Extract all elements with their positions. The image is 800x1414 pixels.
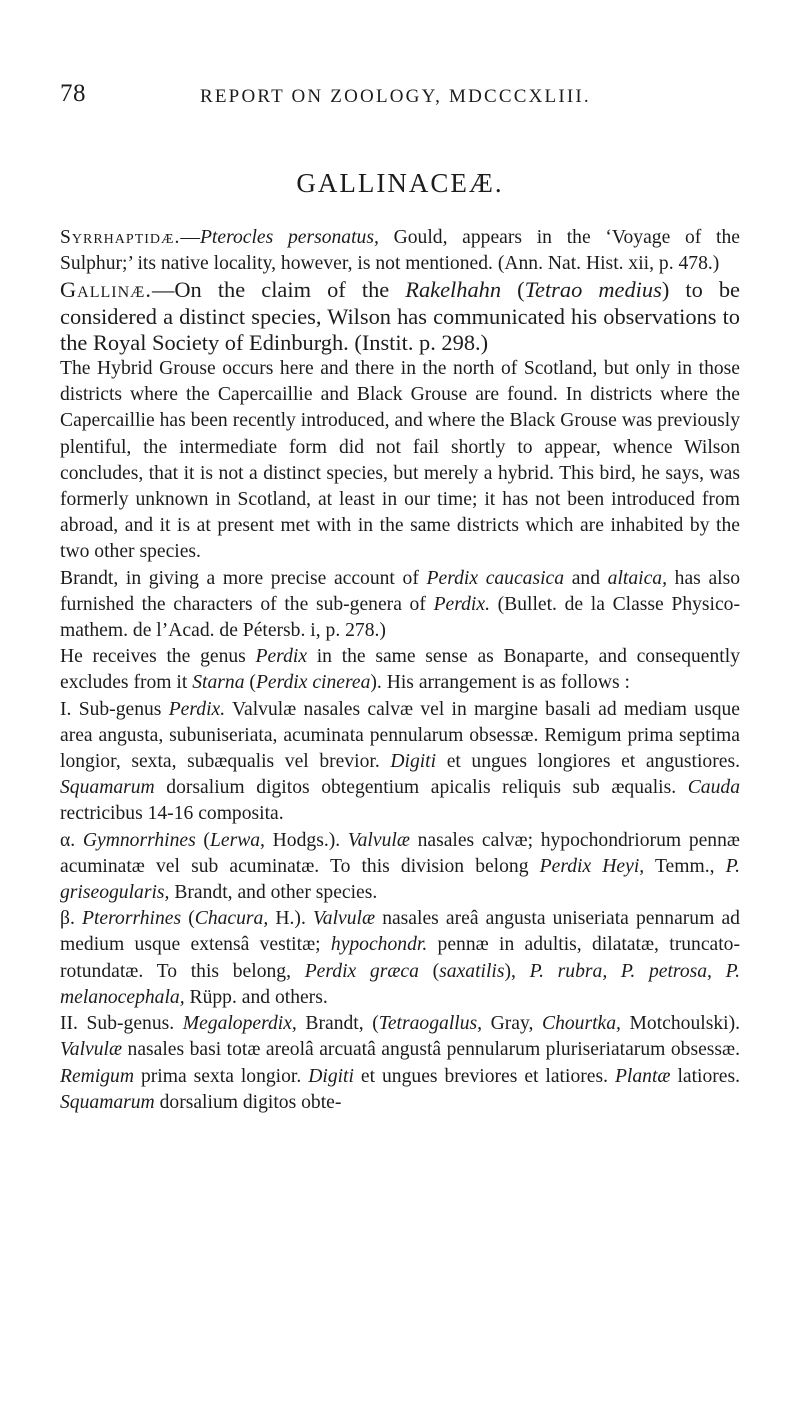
paragraph-gallinae: Gallinæ.—On the claim of the Rakelhahn (Tetrao medius) to be considered a distinct species, Wilson has communicated his observations to the Royal Society of Edinburgh. (Instit. p. 298.): [60, 277, 740, 355]
section-heading: GALLINACEÆ.: [296, 168, 504, 198]
paragraph-megaloperdix: II. Sub-genus. Megaloperdix, Brandt, (Tetraogallus, Gray, Chourtka, Motchoulski). Valvulæ nasales basi totæ areolâ arcuatâ angustâ pennularum pluriseriatarum obsessæ. Remigum prima sexta longior. Digiti et ungues breviores et latiores. Plantæ latiores. Squamarum dorsalium digitos obte-: [60, 1013, 741, 1113]
paragraph-hybrid-grouse: The Hybrid Grouse occurs here and there in the north of Scotland, but only in those districts where the Capercaillie and Black Grouse are found. In districts where the Capercaillie has been recently introduced, and where the Black Grouse was previously plentiful, the intermediate form did not fail shortly to appear, whence Wilson concludes, that it is not a distinct species, but merely a hybrid. This bird, he says, was formerly unknown in Scotland, at least in our time; it has not been introduced from abroad, and it is at present met with in the same districts which are inhabited by the two other species.: [60, 358, 740, 563]
paragraph-genus-perdix: He receives the genus Perdix in the same sense as Bonaparte, and consequently excludes from it Starna (Perdix cinerea). His arrangement is as follows :: [60, 646, 740, 694]
paragraph-pterorrhines: β. Pterorrhines (Chacura, H.). Valvulæ nasales areâ angusta uniseriata pennarum ad medium usque extensâ vestitæ; hypochondr. pennæ in adultis, dilatatæ, truncato-rotundatæ. To this belong, Perdix græca (saxatilis), P. rubra, P. petrosa, P. melanocephala, Rüpp. and others.: [60, 908, 740, 1008]
paragraph-syrrhaptidae: Syrrhaptidæ.—Pterocles personatus, Gould, appears in the ‘Voyage of the Sulphur;’ its native locality, however, is not mentioned. (Ann. Nat. Hist. xii, p. 478.): [60, 227, 740, 275]
body-text: [60, 225, 740, 1116]
paragraph-subgenus-perdix: I. Sub-genus Perdix. Valvulæ nasales calvæ vel in margine basali ad mediam usque area angusta, subuniseriata, acuminata pennularum obsessæ. Remigum prima septima longior, sexta, subæqualis vel brevior. Digiti et ungues longiores et angustiores. Squamarum dorsalium digitos obtegentium apicalis reliquis sub æqualis. Cauda rectricibus 14-16 composita.: [60, 698, 741, 825]
paragraph-brandt: Brandt, in giving a more precise account of Perdix caucasica and altaica, has also furnished the characters of the sub-genera of Perdix. (Bullet. de la Classe Physico-mathem. de l’Acad. de Pétersb. i, p. 278.): [60, 567, 741, 642]
paragraph-gymnorrhines: α. Gymnorrhines (Lerwa, Hodgs.). Valvulæ nasales calvæ; hypochondriorum pennæ acuminatæ vel sub acuminatæ. To this division belong Perdix Heyi, Temm., P. griseogularis, Brandt, and other species.: [60, 829, 740, 904]
page-number: 78: [60, 80, 86, 107]
running-header: REPORT ON ZOOLOGY, MDCCCXLIII.: [200, 86, 591, 107]
